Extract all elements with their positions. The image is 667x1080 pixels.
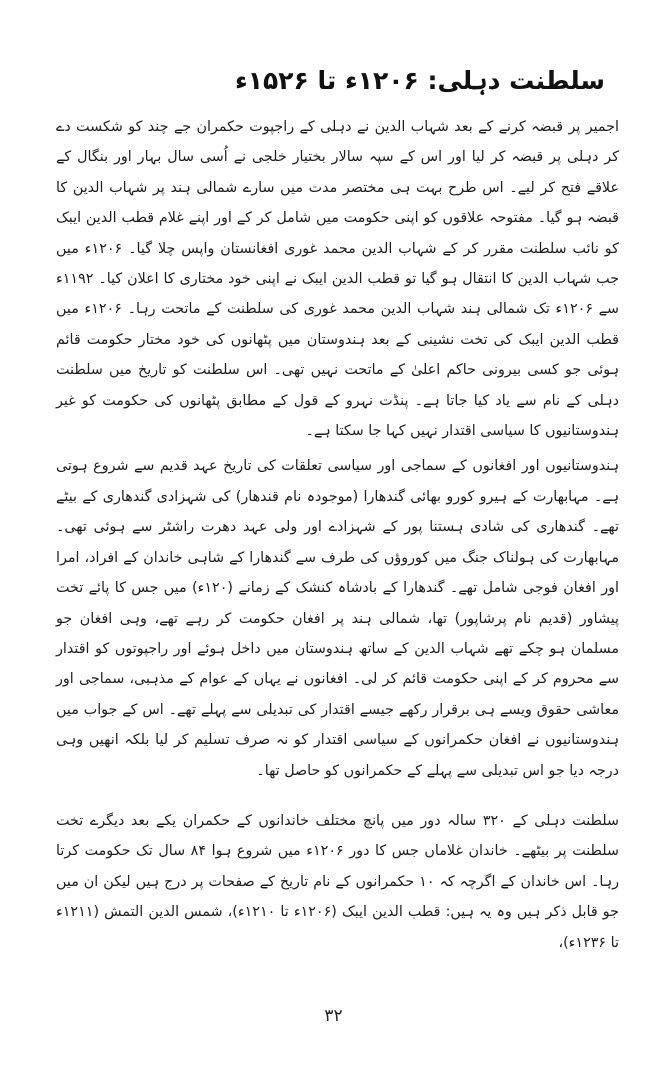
- chapter-heading: سلطنت دہلی: ۱۲۰۶ء تا ۱۵۲۶ء: [234, 66, 605, 95]
- paragraph-2: ہندوستانیوں اور افغانوں کے سماجی اور سیاسی تعلقات کی تاریخ عہد قدیم سے شروع ہوتی ہے۔ مہابھارت کے ہیرو کورو بھائی گندھارا (موجودہ نام قندھار) کی شہزادی گندھاری کے بیٹے تھے۔ گندھاری کی شادی ہستنا پور کے شہزادے اور ولی عہد دھرت راشٹر سے ہوئی تھی۔ مہابھارت کی ہولناک جنگ میں کوروؤں کی طرف سے گندھارا کے شاہی خاندان کے افراد، امرا اور افغان فوجی شامل تھے۔ گندھارا کے بادشاہ کنشک کے زمانے (۱۲۰ء) میں جس کا پائے تخت پیشاور (قدیم نام پرشاپور) تھا، شمالی ہند پر افغان حکومت کر رہے تھے، وہی افغان جو مسلمان ہو چکے تھے شہاب الدین کے ساتھ ہندوستان میں داخل ہوئے اور راجپوتوں کو اقتدار سے محروم کر کے اپنی حکومت قائم کر لی۔ افغانوں نے یہاں کے عوام کے مذہبی، سماجی اور معاشی حقوق ویسے ہی برقرار رکھے جیسے اقتدار کی تبدیلی سے پہلے تھے۔ اس کے جواب میں ہندوستانیوں نے افغان حکمرانوں کے سیاسی اقتدار کو نہ صرف تسلیم کر لیا بلکہ انھیں وہی درجہ دیا جو اس تبدیلی سے پہلے کے حکمرانوں کو حاصل تھا۔: [56, 458, 619, 779]
- paragraph-3: سلطنت دہلی کے ۳۲۰ سالہ دور میں پانچ مختلف خاندانوں کے حکمران یکے بعد دیگرے تخت سلطنت پر بیٹھے۔ خاندان غلاماں جس کا دور ۱۲۰۶ء میں شروع ہوا ۸۴ سال تک حکومت کرتا رہا۔ اس خاندان کے اگرچہ کہ ۱۰ حکمرانوں کے نام تاریخ کے صفحات پر درج ہیں لیکن ان میں جو قابل ذکر ہیں وہ یہ ہیں: قطب الدین ایبک (۱۲۰۶ء تا ۱۲۱۰ء)، شمس الدین التمش (۱۲۱۱ء تا ۱۲۳۶ء)،: [56, 812, 620, 951]
- page-number: ۳۲: [324, 1006, 343, 1026]
- paragraph-1: اجمیر پر قبضہ کرنے کے بعد شہاب الدین نے دہلی کے راجپوت حکمران جے چند کو شکست دے کر دہلی پر قبضہ کر لیا اور اس کے سپہ سالار بختیار خلجی نے اُسی سال بہار اور بنگال کے علاقے فتح کر لیے۔ اس طرح بہت ہی مختصر مدت میں سارے شمالی ہند پر شہاب الدین کا قبضہ ہو گیا۔ مفتوحہ علاقوں کو اپنی حکومت میں شامل کر کے اور اپنے غلام قطب الدین ایبک کو نائب سلطنت مقرر کر کے شہاب الدین محمد غوری افغانستان واپس چلا گیا۔ ۱۲۰۶ء میں جب شہاب الدین کا انتقال ہو گیا تو قطب الدین ایبک نے اپنی خود مختاری کا اعلان کیا۔ ۱۱۹۲ء سے ۱۲۰۶ء تک شمالی ہند شہاب الدین محمد غوری کی سلطنت کے ماتحت رہا۔ ۱۲۰۶ء میں قطب الدین ایبک کی تخت نشینی کے بعد ہندوستان میں پٹھانوں کی خود مختار حکومت قائم ہوئی جو کسی بیرونی حاکم اعلیٰ کے ماتحت نہیں تھی۔ اس سلطنت کو تاریخ میں سلطنت دہلی کے نام سے یاد کیا جاتا ہے۔ پنڈت نہرو کے قول کے مطابق پٹھانوں کی حکومت کو غیر ہندوستانیوں کا سیاسی اقتدار نہیں کہا جا سکتا ہے۔: [56, 119, 619, 440]
